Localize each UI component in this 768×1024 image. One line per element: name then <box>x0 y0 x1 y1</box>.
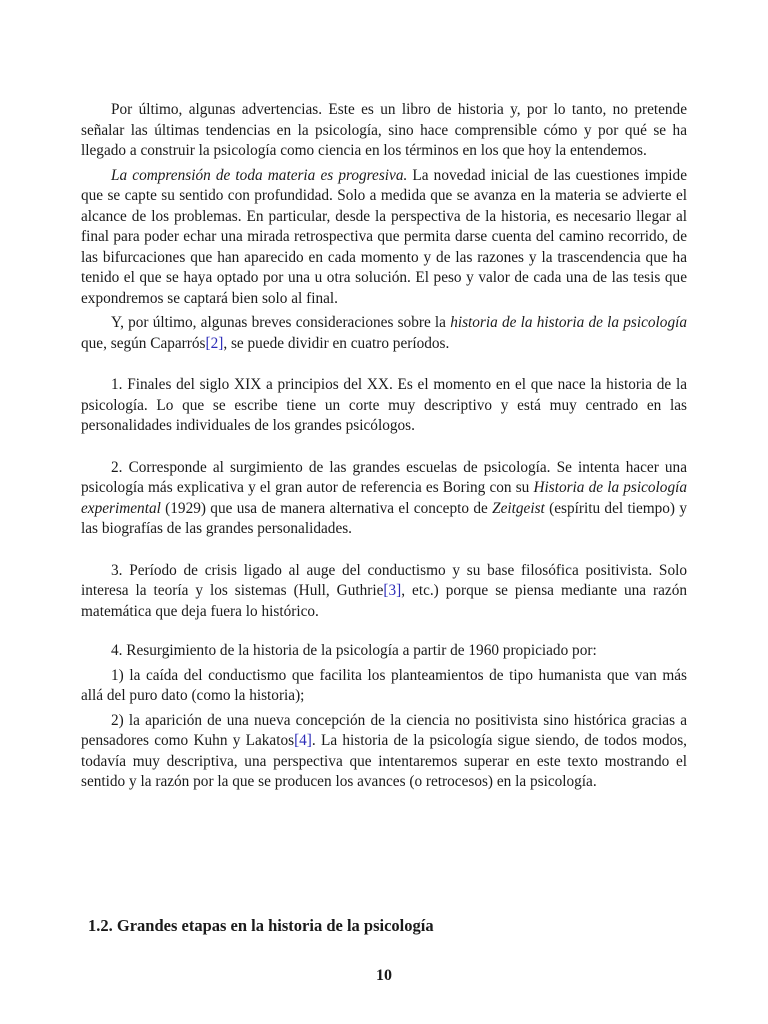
paragraph-text: , etc.) porque se piensa mediante una razón matemática que deja fuera lo histórico. <box>81 582 688 620</box>
paragraph-text: Y, por último, algunas breves consideraciones sobre la <box>111 314 451 331</box>
period-item-4-sub-2 <box>81 711 687 793</box>
period-item-3 <box>81 561 687 623</box>
paragraph-text: 2. Corresponde al surgimiento de las grandes escuelas de psicología. Se intenta hacer una psicología más explicativa y el gran autor de referencia es Boring con su <box>81 458 687 496</box>
paragraph-text: (espíritu del tiempo) y las biografías de las grandes personalidades. <box>81 499 687 537</box>
page-number: 10 <box>376 967 392 984</box>
paragraph-text: . La historia de la psicología sigue siendo, de todos modos, todavía muy descriptiva, una perspectiva que intentaremos superar en este texto mostrando el sentido y la razón por la que se producen los avances (o retrocesos) en la psicología. <box>81 732 687 790</box>
footnote-link-4[interactable]: [4] <box>294 732 312 749</box>
section-heading: 1.2. Grandes etapas en la historia de la psicología <box>88 916 434 935</box>
paragraph-text: 2) la aparición de una nueva concepción de la ciencia no positivista sino histórica gracias a pensadores como Kuhn y Lakatos <box>81 711 687 749</box>
paragraph-text: (1929) que usa de manera alternativa el concepto de <box>160 499 493 517</box>
paragraph-text: , se puede dividir en cuatro períodos. <box>223 334 450 352</box>
body-text <box>81 100 687 797</box>
period-item-4-sub-1: 1) la caída del conductismo que facilita los planteamientos de tipo humanista que van más allá del puro dato (como la historia); <box>81 666 687 704</box>
period-item-4: 4. Resurgimiento de la historia de la psicología a partir de 1960 propiciado por: <box>111 642 597 659</box>
paragraph-consideraciones <box>81 313 687 354</box>
italic-term: Zeitgeist <box>492 499 545 517</box>
paragraph-advertencias: Por último, algunas advertencias. Este es un libro de historia y, por lo tanto, no pretende señalar las últimas tendencias en la psicología, sino hace comprensible cómo y por qué se ha llegado a construir la psicología como ciencia en los términos en los que hoy la entendemos. <box>81 101 687 159</box>
paragraph-text: La novedad inicial de las cuestiones impide que se capte su sentido con profundidad. Solo a medida que se avanza en la materia se advierte el alcance de los problemas. En particular, desde la perspectiva de la historia, es necesario llegar al final para poder echar una mirada retrospectiva que permita darse cuenta del camino recorrido, de las bifurcaciones que han aparecido en cada momento y de las razones y la trascendencia que ha tenido el que se haya optado por una u otra solución. El peso y valor de cada una de las tesis que expondremos se captará bien solo al final. <box>81 166 687 307</box>
footnote-link-2[interactable]: [2] <box>205 334 224 352</box>
paragraph-comprension <box>81 166 687 310</box>
paragraph-text: que, según Caparrós <box>81 334 206 352</box>
period-item-2 <box>81 458 687 540</box>
italic-phrase: La comprensión de toda materia es progresiva. <box>111 166 408 184</box>
footnote-link-3[interactable]: [3] <box>383 582 402 599</box>
italic-phrase: historia de la historia de la psicología <box>450 314 687 331</box>
italic-book-title: Historia de la psicología experimental <box>81 479 687 517</box>
period-item-1: 1. Finales del siglo XIX a principios del XX. Es el momento en el que nace la historia de la psicología. Lo que se escribe tiene un corte muy descriptivo y está muy centrado en las personalidades individuales de los grandes psicólogos. <box>81 376 687 434</box>
paragraph-text: 3. Período de crisis ligado al auge del conductismo y su base filosófica positivista. Solo interesa la teoría y los sistemas (Hull, Guthrie <box>81 561 687 599</box>
